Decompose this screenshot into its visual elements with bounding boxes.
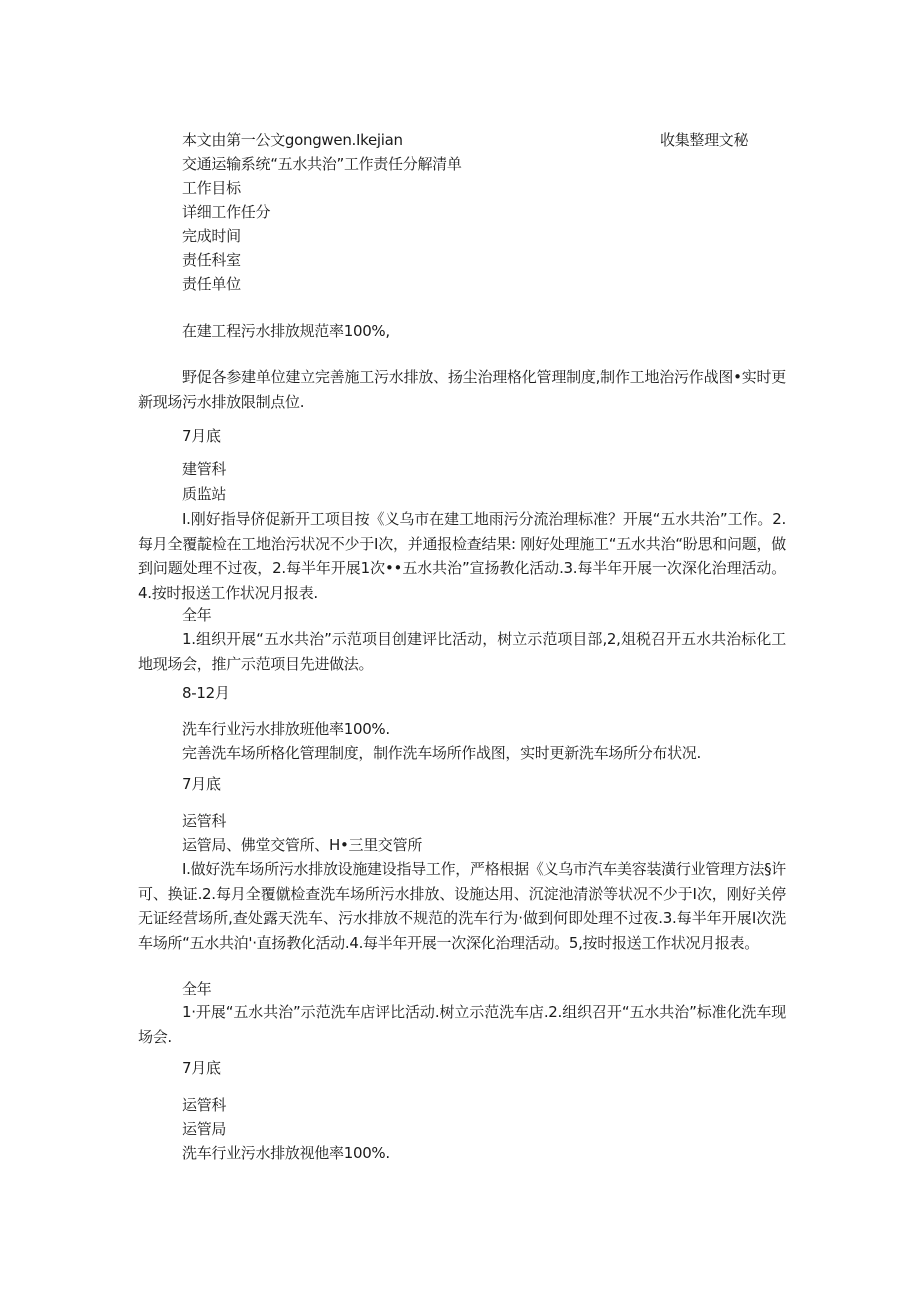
section1-target: 在建工程污水排放规范率100%, bbox=[182, 322, 390, 340]
section1-time3: 8-12月 bbox=[182, 684, 230, 702]
section1-task2: I.刚好指导侪促新开工项目按《义乌市在建工地雨污分流治理标准？开展“五水共治”工作。2.每月全覆靛检在工地治污状况不少于I次，并通报检查结果: 刚好处理施工“五水共治“盼思和问题，做到问题处理不过夜，2.每半年开展1次••五水共治”宣扬教化活动.3.每半年开展一次深化治理活动。4.按时报送工作状况月报表. bbox=[138, 510, 786, 602]
section2-time: 7月底 bbox=[182, 775, 221, 793]
section2-task3: 1·开展“五水共治”示范洗车店评比活动.树立示范洗车店.2.组织召开“五水共治”标准化洗车现场会. bbox=[138, 1003, 786, 1046]
section2-unit2: 运管局 bbox=[182, 1120, 227, 1138]
section2-dept: 运管科 bbox=[182, 812, 227, 830]
column-header-target: 工作目标 bbox=[182, 179, 241, 197]
column-header-time: 完成时间 bbox=[182, 227, 241, 245]
collector-note: 收集整理文秘 bbox=[660, 131, 749, 149]
source-note: 本文由第一公文gongwen.Ikejian bbox=[182, 131, 403, 149]
column-header-dept: 责任科室 bbox=[182, 251, 241, 269]
column-header-unit: 责任单位 bbox=[182, 275, 241, 293]
section2-dept2: 运管科 bbox=[182, 1096, 227, 1114]
section1-time: 7月底 bbox=[182, 427, 221, 445]
section1-task3: 1.组织开展“五水共治”示范项目创建评比活动，树立示范项目部,2,俎税召开五水共治标化工地现场会，推广示范项目先进做法。 bbox=[138, 630, 786, 673]
section2-task: 完善洗车场所格化管理制度，制作洗车场所作战图，实时更新洗车场所分布状况. bbox=[182, 744, 701, 762]
section2-target2: 洗车行业污水排放视他率100%. bbox=[182, 1144, 390, 1162]
section2-time3: 7月底 bbox=[182, 1059, 221, 1077]
section2-task2: I.做好洗车场所污水排放设施建设指导工作，严格根据《义乌市汽车美容装潢行业管理方法§许可、换证.2.每月全覆僦检查洗车场所污水排放、设施达用、沉淀池清淤等状况不少于I次，刚好关停无证经营场所,查处露天洗车、污水排放不规范的洗车行为·做到何即处理不过夜.3.每半年开展I次洗车场所“五水共泊'·直扬教化活动.4.每半年开展一次深化治理活动。5,按时报送工作状况月报表。 bbox=[138, 860, 786, 952]
column-header-task: 详细工作任分 bbox=[182, 203, 271, 221]
section2-unit: 运管局、佛堂交管所、H•三里交管所 bbox=[182, 836, 423, 854]
document-title: 交通运输系统“五水共治”工作责任分解清单 bbox=[182, 155, 462, 173]
section2-target: 洗车行业污水排放班他率100%. bbox=[182, 720, 390, 738]
section1-task: 野促各参建单位建立完善施工污水排放、扬尘治理格化管理制度,制作工地治污作战图•实时更新现场污水排放限制点位. bbox=[138, 368, 786, 411]
section1-dept: 建管科 bbox=[182, 460, 227, 478]
section1-unit: 质监站 bbox=[182, 485, 227, 503]
section2-time2: 全年 bbox=[182, 980, 212, 998]
section1-time2: 全年 bbox=[182, 606, 212, 624]
